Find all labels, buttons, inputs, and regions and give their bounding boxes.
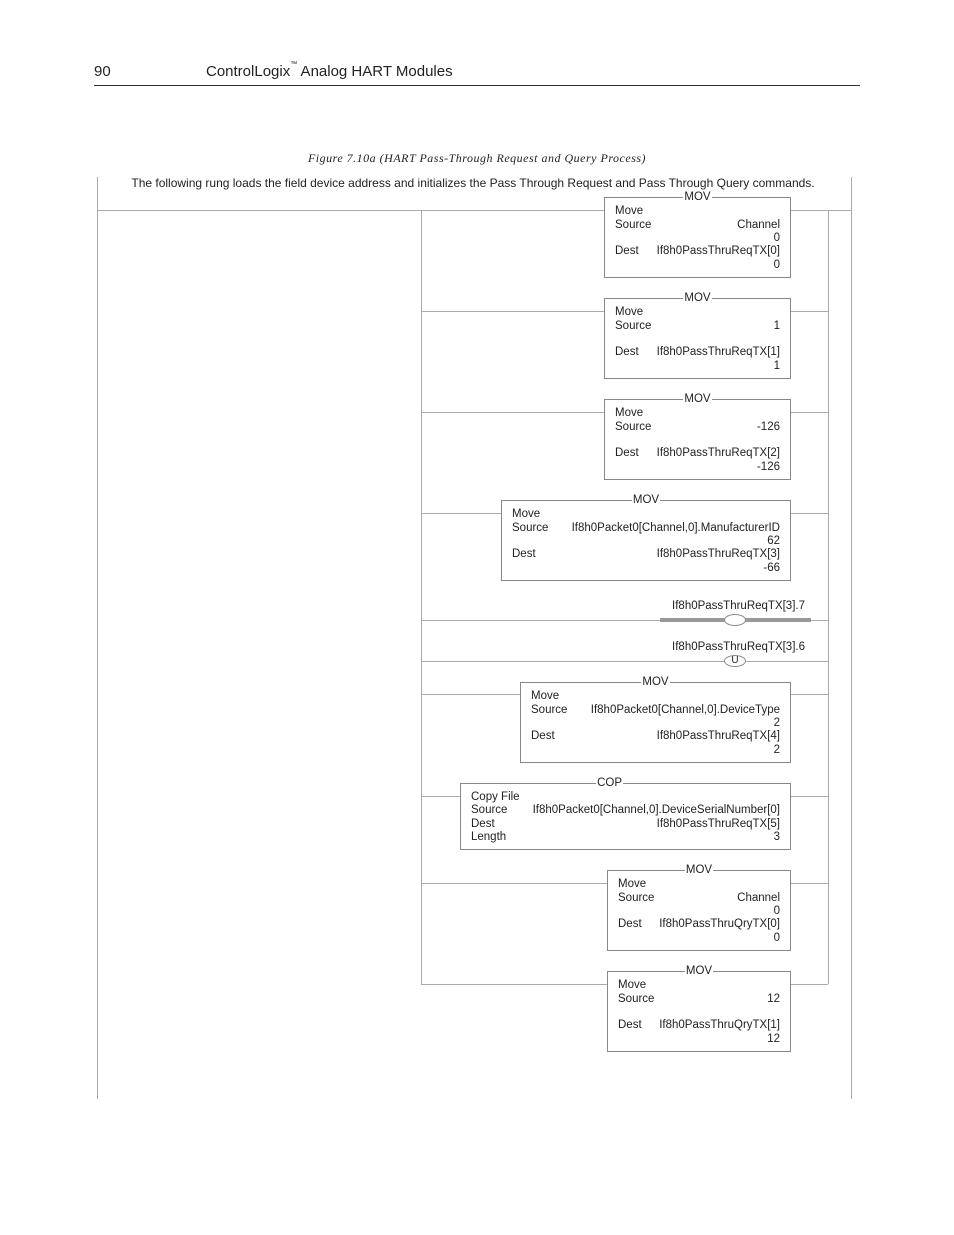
instruction-title: MOV — [632, 494, 660, 506]
dest-operand: If8h0PassThruQryTX[0] — [659, 918, 780, 930]
source-operand: Channel — [737, 892, 780, 904]
branch-line — [421, 694, 520, 695]
dest-label: Dest — [615, 447, 639, 459]
branch-line — [421, 311, 604, 312]
source-label: Source — [618, 993, 655, 1005]
page-number: 90 — [94, 63, 111, 80]
figure-caption: Figure 7.10a (HART Pass-Through Request and Query Process) — [307, 151, 647, 165]
title-rest: Analog HART Modules — [297, 63, 453, 80]
header-rule — [94, 85, 860, 86]
instruction-name: Move — [512, 508, 541, 520]
mov-instruction-block — [604, 191, 791, 278]
xio-contact-icon — [724, 614, 746, 626]
source-label: Source — [615, 421, 652, 433]
instruction-title: MOV — [684, 191, 711, 203]
instruction-name: Move — [531, 690, 560, 702]
source-label: Source — [615, 219, 652, 231]
instruction-name: Move — [615, 306, 644, 318]
branch-line — [790, 883, 828, 884]
source-label: Source — [615, 320, 652, 332]
source-operand: Channel — [737, 219, 780, 231]
dest-label: Dest — [615, 245, 639, 257]
dest-label: Dest — [531, 730, 555, 742]
mov-instruction-block — [604, 393, 791, 480]
mov-instruction-block — [501, 494, 791, 581]
instruction-name: Move — [618, 979, 647, 991]
dest-operand: If8h0PassThruReqTX[4] — [656, 730, 780, 742]
source-value: 62 — [767, 535, 780, 547]
dest-operand: If8h0PassThruReqTX[2] — [656, 447, 780, 459]
mov-instruction-block — [607, 864, 791, 951]
source-operand: If8h0Packet0[Channel,0].ManufacturerID — [571, 522, 780, 534]
source-operand: If8h0Packet0[Channel,0].DeviceType — [590, 704, 780, 716]
dest-operand: If8h0PassThruReqTX[0] — [656, 245, 780, 257]
source-operand: 1 — [773, 320, 780, 332]
length-value: 3 — [773, 831, 780, 843]
rung-line — [790, 210, 852, 211]
branch-line — [790, 984, 828, 985]
instruction-name: Copy File — [471, 791, 520, 803]
dest-value: 12 — [767, 1033, 780, 1045]
title-text: ControlLogix — [206, 63, 291, 80]
dest-value: 2 — [773, 744, 780, 756]
instruction-title: MOV — [684, 292, 711, 304]
branch-line — [790, 412, 828, 413]
source-label: Source — [618, 892, 655, 904]
source-operand: -126 — [756, 421, 780, 433]
dest-label: Dest — [618, 918, 642, 930]
instruction-title: MOV — [685, 864, 713, 876]
cop-instruction-block — [460, 777, 791, 850]
dest-value: 0 — [773, 259, 780, 271]
dest-operand: If8h0PassThruReqTX[5] — [656, 818, 780, 830]
rung-line — [97, 210, 604, 211]
instruction-title: MOV — [642, 676, 669, 688]
instruction-name: Move — [618, 878, 647, 890]
branch-right-vertical — [828, 210, 829, 984]
branch-line — [421, 796, 460, 797]
dest-value: 1 — [773, 360, 780, 372]
instruction-name: Move — [615, 205, 644, 217]
source-operand: 12 — [767, 993, 780, 1005]
left-power-rail — [97, 177, 98, 1099]
dest-operand: If8h0PassThruReqTX[3] — [656, 548, 780, 560]
source-value: 0 — [773, 232, 780, 244]
branch-line — [421, 661, 828, 662]
source-label: Source — [531, 704, 568, 716]
branch-line — [790, 513, 828, 514]
mov-instruction-block — [604, 292, 791, 379]
rung-comment: The following rung loads the field device address and initializes the Pass Through Request and Pass Through Query commands. — [131, 176, 815, 190]
branch-left-vertical — [421, 210, 422, 984]
instruction-title: MOV — [685, 965, 713, 977]
dest-value: -66 — [763, 562, 780, 574]
running-header-title — [206, 63, 453, 80]
dest-operand: If8h0PassThruReqTX[1] — [656, 346, 780, 358]
branch-line — [421, 883, 607, 884]
instruction-name: Move — [615, 407, 644, 419]
branch-line — [421, 513, 501, 514]
unlatch-coil-icon: U — [724, 655, 746, 667]
branch-line — [421, 412, 604, 413]
dest-label: Dest — [615, 346, 639, 358]
mov-instruction-block — [607, 965, 791, 1052]
source-label: Source — [512, 522, 549, 534]
contact-tag-label: If8h0PassThruReqTX[3].7 — [672, 600, 805, 612]
length-label: Length — [471, 831, 507, 843]
coil-tag-label: If8h0PassThruReqTX[3].6 — [672, 641, 805, 653]
mov-instruction-block — [520, 676, 791, 763]
source-operand: If8h0Packet0[Channel,0].DeviceSerialNumber[0] — [532, 804, 780, 816]
source-value: 0 — [773, 905, 780, 917]
instruction-title: COP — [597, 777, 622, 789]
branch-line — [790, 694, 828, 695]
instruction-title: MOV — [684, 393, 711, 405]
dest-label: Dest — [512, 548, 536, 560]
trademark-symbol: ™ — [290, 61, 298, 68]
source-value: 2 — [773, 717, 780, 729]
dest-value: -126 — [756, 461, 780, 473]
right-power-rail — [851, 177, 852, 1099]
branch-line — [421, 984, 607, 985]
dest-operand: If8h0PassThruQryTX[1] — [659, 1019, 780, 1031]
dest-value: 0 — [773, 932, 780, 944]
branch-line — [790, 796, 828, 797]
dest-label: Dest — [618, 1019, 642, 1031]
branch-line — [790, 311, 828, 312]
source-label: Source — [471, 804, 508, 816]
dest-label: Dest — [471, 818, 495, 830]
